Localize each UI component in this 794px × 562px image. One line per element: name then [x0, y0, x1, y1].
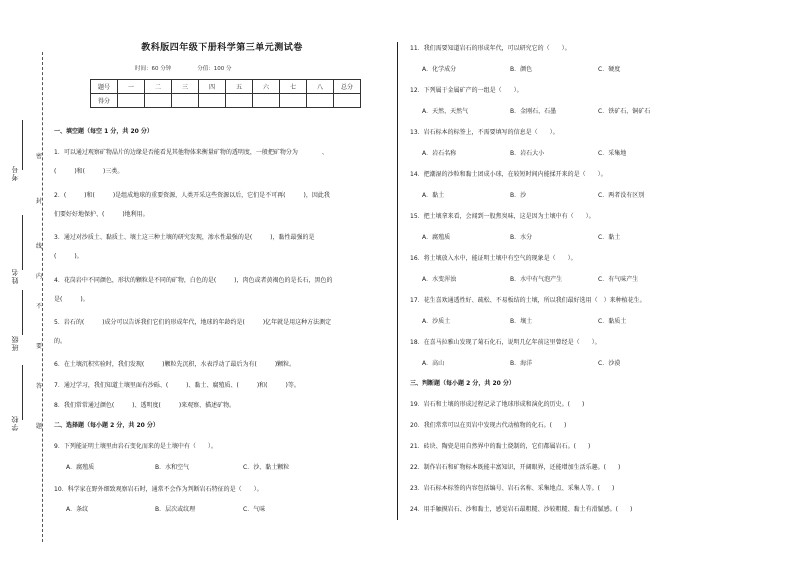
banji-underline	[22, 290, 23, 335]
question-14-option-c: C．两者没有区别	[598, 192, 645, 199]
question-15-option-a: A．腐殖质	[422, 234, 451, 241]
section-true-false: 三、判断题（每小题 2 分，共 20 分）	[410, 380, 515, 387]
question-9: 9．下列能证明土壤里由岩石变化而来的是土壤中有（ ）。	[54, 443, 217, 450]
score-table-cell: 题号	[91, 80, 118, 94]
question-24: 24．用手触摸岩石、沙和黏土，感觉岩石最粗糙、沙较粗糙、黏土有滑腻感。( )	[410, 506, 633, 513]
question-9-option-a: A．腐殖质	[66, 464, 95, 471]
question-17-option-c: C．黏质土	[598, 318, 627, 325]
question-1-line-2: ( )和( )三类。	[54, 168, 124, 175]
score-table-cell: 四	[199, 80, 226, 94]
question-18-option-c: C．沙漠	[598, 360, 621, 367]
question-16-option-a: A．水变浑浊	[422, 276, 457, 283]
question-13-option-a: A．岩石名称	[422, 150, 457, 157]
question-13-option-c: C．采集地	[598, 150, 627, 157]
score-table-cell: 六	[253, 80, 280, 94]
seal-char: 封	[36, 195, 42, 206]
score-table-header-row	[91, 80, 361, 94]
question-16-option-b: B．水中有气泡产生	[510, 276, 563, 283]
question-10-option-b: B．层次或纹理	[155, 506, 196, 513]
binding-dashed-line	[42, 52, 43, 542]
score-table-cell: 总分	[334, 80, 361, 94]
score-table-cell: 八	[307, 80, 334, 94]
exam-score: 分值：100 分	[197, 66, 232, 72]
score-input-cell[interactable]	[199, 94, 226, 108]
xuexiao-underline	[22, 365, 23, 420]
score-table-cell: 七	[280, 80, 307, 94]
question-5-line-2: 的。	[54, 338, 67, 345]
question-1-line-1: 1．可以通过观察矿物晶片的边缘是否能看见其他物体来衡量矿物的透明度，一般把矿物分为 、	[54, 149, 328, 156]
exam-title: 教科版四年级下册科学第三单元测试卷	[141, 43, 303, 53]
question-14: 14．把潮湿的沙粒和黏土团成小球，在较短时间内能揉开来的是（ ）。	[410, 171, 607, 178]
seal-char: 密	[36, 150, 42, 161]
question-14-option-a: A．黏土	[422, 192, 445, 199]
seal-char: 要	[36, 340, 42, 351]
question-2-line-2: 们要好好地保护、( )地利用。	[54, 211, 149, 218]
score-input-cell[interactable]	[145, 94, 172, 108]
question-11: 11．我们需要知道岩石的形成年代，可以研究它的（ ）。	[410, 45, 571, 52]
score-input-cell[interactable]	[226, 94, 253, 108]
exam-time: 时间：60 分钟	[135, 66, 172, 72]
question-9-option-c: C．沙、黏土颗粒	[243, 464, 290, 471]
margin-xuexiao-label: 学校	[11, 415, 19, 431]
question-11-option-a: A．化学成分	[422, 66, 457, 73]
score-table-cell: 三	[172, 80, 199, 94]
question-20: 20．我们常常可以在页岩中发现古代动植物的化石。( )	[410, 422, 567, 429]
seal-char: 内	[36, 270, 42, 281]
column-divider	[397, 42, 398, 520]
question-12-option-c: C．铁矿石、铜矿石	[598, 108, 651, 115]
score-table-cell: 一	[118, 80, 145, 94]
question-12-option-a: A．天然、天然气	[422, 108, 469, 115]
question-4-line-2: 是( )。	[54, 296, 89, 303]
xingming-underline	[22, 215, 23, 270]
margin-banji-label: 班级	[11, 335, 19, 351]
question-15: 15．把土壤拿来看，会闻到一股焦臭味，这是因为土壤中有（ ）。	[410, 213, 595, 220]
score-table	[90, 79, 361, 108]
question-17-option-b: B．壤土	[510, 318, 533, 325]
question-12-option-b: B．金刚石、石墨	[510, 108, 557, 115]
question-14-option-b: B．沙	[510, 192, 527, 199]
question-13-option-b: B．岩石大小	[510, 150, 545, 157]
question-18-option-b: B．海洋	[510, 360, 533, 367]
question-16-option-c: C．有气味产生	[598, 276, 639, 283]
question-6: 6．在土壤沉积实验时，我们发现( )颗粒先沉积，水表浮动了最后为有( )颗粒。	[54, 361, 296, 368]
question-17-option-a: A．沙质土	[422, 318, 451, 325]
score-table-cell: 五	[226, 80, 253, 94]
question-3-line-1: 3．通过对沙质土、黏质土、壤土这三种土壤的研究发现，渗水性最强的是( )，黏性最强的是	[54, 234, 315, 241]
score-input-cell[interactable]	[253, 94, 280, 108]
score-input-cell[interactable]	[172, 94, 199, 108]
question-16: 16．将土壤放入水中，能证明土壤中有空气的现象是（ ）。	[410, 255, 577, 262]
question-18-option-a: A．高山	[422, 360, 445, 367]
score-input-cell[interactable]	[307, 94, 334, 108]
seal-char: 题	[36, 420, 42, 431]
question-3-line-2: ( )。	[54, 253, 83, 260]
question-5-line-1: 5．岩石的( )成分可以告诉我们它们的形成年代，地球的年龄约是( )亿年就是用这种方法测定	[54, 319, 332, 326]
question-13: 13．岩石标本的标签上，不需要填写的信息是（ ）。	[410, 129, 559, 136]
question-19: 19．岩石和土壤的形成过程记录了地球形成和演化的历史。( )	[410, 401, 585, 408]
question-11-option-b: B．颜色	[510, 66, 533, 73]
question-7: 7．通过学习，我们知道土壤里面有沙砾、( )、黏土、腐殖质、( )和( )等。	[54, 382, 300, 389]
question-2-line-1: 2．( )和( )是组成地球的重要资源，人类开采这些资源以后，它们是不可再( )，因此我	[54, 192, 330, 199]
question-4-line-1: 4．花岗岩中不同颜色，形状的颗粒是不同的矿物，白色的是( )，肉色或者黄褐色的是长石，黑色的	[54, 277, 333, 284]
score-input-cell[interactable]	[334, 94, 361, 108]
section-multiple-choice: 二、选择题（每小题 2 分，共 20 分）	[54, 422, 159, 429]
question-23: 23．岩石标本标签的内容包括编号、岩石名称、采集地点、采集人等。( )	[410, 485, 615, 492]
question-11-option-c: C．硬度	[598, 66, 621, 73]
kaohao-underline	[22, 120, 23, 170]
question-18: 18．在喜马拉雅山发现了菊石化石，说明几亿年前这里曾经是（ ）。	[410, 339, 601, 346]
seal-char: 线	[36, 240, 42, 251]
seal-char: 答	[36, 380, 42, 391]
question-10: 10．科学家在野外细致观察岩石时，通常不会作为判断岩石特征的是（ ）。	[54, 486, 263, 493]
score-input-cell[interactable]	[280, 94, 307, 108]
question-15-option-c: C．黏土	[598, 234, 621, 241]
margin-kaohao-label: 考号	[11, 165, 19, 181]
question-9-option-b: B．水和空气	[155, 464, 190, 471]
question-17: 17．花生喜欢通透性好、疏松、不易板结的土壤，所以我们最好选用（ ）来种植花生。	[410, 297, 646, 304]
seal-char: 不	[36, 300, 42, 311]
question-15-option-b: B．水分	[510, 234, 533, 241]
question-21: 21．砖块、陶瓷是用自然界中的黏土烧制的，它们都属岩石。( )	[410, 443, 591, 450]
question-8: 8．我们常常通过颜色( )、透明度( )来观察、描述矿物。	[54, 402, 236, 409]
score-table-score-row	[91, 94, 361, 108]
question-10-option-a: A．条纹	[66, 506, 89, 513]
question-22: 22．制作岩石和矿物标本既能丰富知识，开阔眼界，还能增加生活乐趣。( )	[410, 464, 621, 471]
exam-meta	[135, 64, 232, 72]
margin-xingming-label: 姓名	[11, 268, 19, 284]
score-input-cell[interactable]	[118, 94, 145, 108]
section-fill-blank: 一、填空题（每空 1 分，共 20 分）	[54, 128, 153, 135]
score-table-cell: 二	[145, 80, 172, 94]
question-10-option-c: C．气味	[243, 506, 266, 513]
score-table-cell: 得分	[91, 94, 118, 108]
question-12: 12．下列属于金属矿产的一组是（ ）。	[410, 87, 523, 94]
